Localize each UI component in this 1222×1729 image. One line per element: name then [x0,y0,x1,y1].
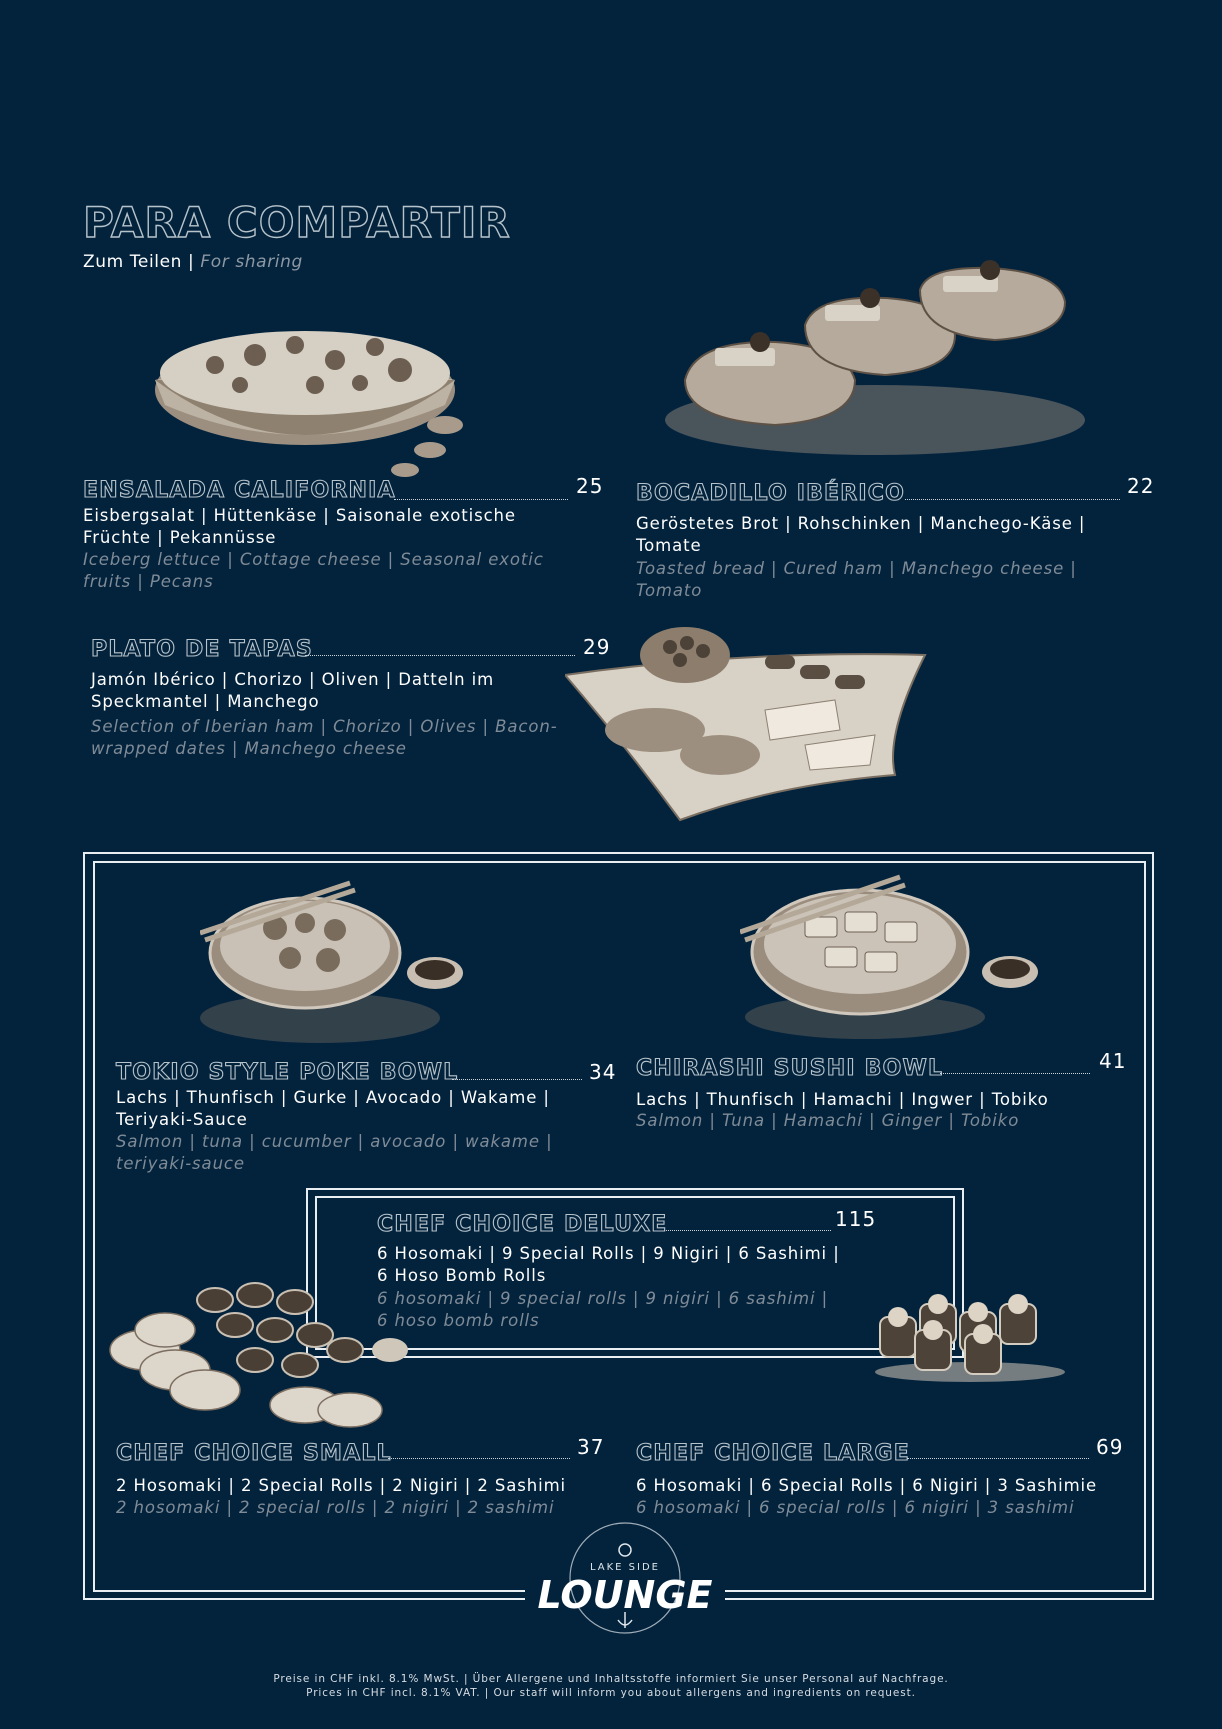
item-price-deluxe: 115 [835,1207,877,1231]
item-price-small: 37 [577,1435,605,1459]
item-name-chirashi: CHIRASHI SUSHI BOWL [636,1056,944,1081]
subtitle-separator: | [182,252,201,272]
poke-bowl-illustration [200,878,475,1048]
price-leader [907,1458,1089,1459]
item-price-large: 69 [1096,1435,1124,1459]
item-name-ensalada: ENSALADA CALIFORNIA [83,478,396,503]
item-name-large: CHEF CHOICE LARGE [636,1441,911,1466]
item-desc-de-deluxe: 6 Hosomaki | 9 Special Rolls | 9 Nigiri | 6 Sashimi | 6 Hoso Bomb Rolls [377,1244,840,1285]
item-desc-de-poke: Lachs | Thunfisch | Gurke | Avocado | Wakame | Teriyaki-Sauce [116,1088,550,1129]
item-name-bocadillo: BOCADILLO IBÉRICO [636,481,906,506]
item-price-poke: 34 [589,1060,617,1084]
item-name-poke: TOKIO STYLE POKE BOWL [116,1060,459,1085]
item-desc-en-bocadillo: Toasted bread | Cured ham | Manchego cheese | Tomato [636,559,1077,600]
price-leader [905,499,1120,500]
item-name-deluxe: CHEF CHOICE DELUXE [377,1212,668,1237]
item-desc-en-chirashi: Salmon | Tuna | Hamachi | Ginger | Tobiko [636,1111,1020,1130]
item-desc-en-deluxe: 6 hosomaki | 9 special rolls | 9 nigiri | 6 sashimi | 6 hoso bomb rolls [377,1289,829,1330]
price-leader [664,1230,831,1231]
item-desc-de-large: 6 Hosomaki | 6 Special Rolls | 6 Nigiri | 3 Sashimie [636,1476,1098,1495]
bomb-rolls-illustration [870,1282,1065,1382]
subtitle-en: For sharing [200,252,303,272]
salad-bowl-illustration [145,285,485,490]
item-price-tapas: 29 [583,635,611,659]
item-price-ensalada: 25 [576,474,604,498]
item-desc-de-tapas: Jamón Ibérico | Chorizo | Oliven | Datteln im Speckmantel | Manchego [91,670,495,711]
section-title: PARA COMPARTIR [83,198,511,247]
logo [525,1520,725,1635]
item-desc-en-ensalada: Iceberg lettuce | Cottage cheese | Seasonal exotic fruits | Pecans [83,550,544,591]
chirashi-bowl-illustration [740,872,1040,1042]
item-desc-de-bocadillo: Geröstetes Brot | Rohschinken | Manchego-Käse | Tomate [636,514,1086,555]
item-price-bocadillo: 22 [1127,474,1155,498]
item-name-small: CHEF CHOICE SMALL [116,1441,392,1466]
price-leader [940,1073,1090,1074]
bruschetta-illustration [665,260,1095,460]
price-leader [394,499,568,500]
footer-note-de: Preise in CHF inkl. 8.1% MwSt. | Über Allergene und Inhaltsstoffe informiert Sie unser Personal auf Nachfrage. [273,1673,949,1685]
sushi-platter-illustration [105,1280,410,1430]
item-price-chirashi: 41 [1099,1049,1127,1073]
section-subtitle [83,252,303,272]
tapas-platter-illustration [565,615,930,825]
logo-mark [525,1520,725,1635]
item-desc-de-small: 2 Hosomaki | 2 Special Rolls | 2 Nigiri | 2 Sashimi [116,1476,567,1495]
logo-top-text: LAKE SIDE [589,1562,661,1573]
price-leader [452,1079,582,1080]
item-desc-de-chirashi: Lachs | Thunfisch | Hamachi | Ingwer | Tobiko [636,1090,1049,1109]
subtitle-de: Zum Teilen [83,252,183,272]
item-desc-de-ensalada: Eisbergsalat | Hüttenkäse | Saisonale exotische Früchte | Pekannüsse [83,506,516,547]
item-desc-en-large: 6 hosomaki | 6 special rolls | 6 nigiri | 3 sashimi [636,1498,1075,1517]
price-leader [388,1458,570,1459]
item-name-tapas: PLATO DE TAPAS [91,637,313,662]
item-desc-en-small: 2 hosomaki | 2 special rolls | 2 nigiri | 2 sashimi [116,1498,555,1517]
item-desc-en-poke: Salmon | tuna | cucumber | avocado | wakame | teriyaki-sauce [116,1132,553,1173]
item-desc-en-tapas: Selection of Iberian ham | Chorizo | Olives | Bacon- wrapped dates | Manchego cheese [91,717,558,758]
footer-note-en: Prices in CHF incl. 8.1% VAT. | Our staff will inform you about allergens and ingredients on request. [306,1687,916,1699]
logo-main-text: LOUNGE [537,1573,713,1617]
price-leader [305,655,575,656]
